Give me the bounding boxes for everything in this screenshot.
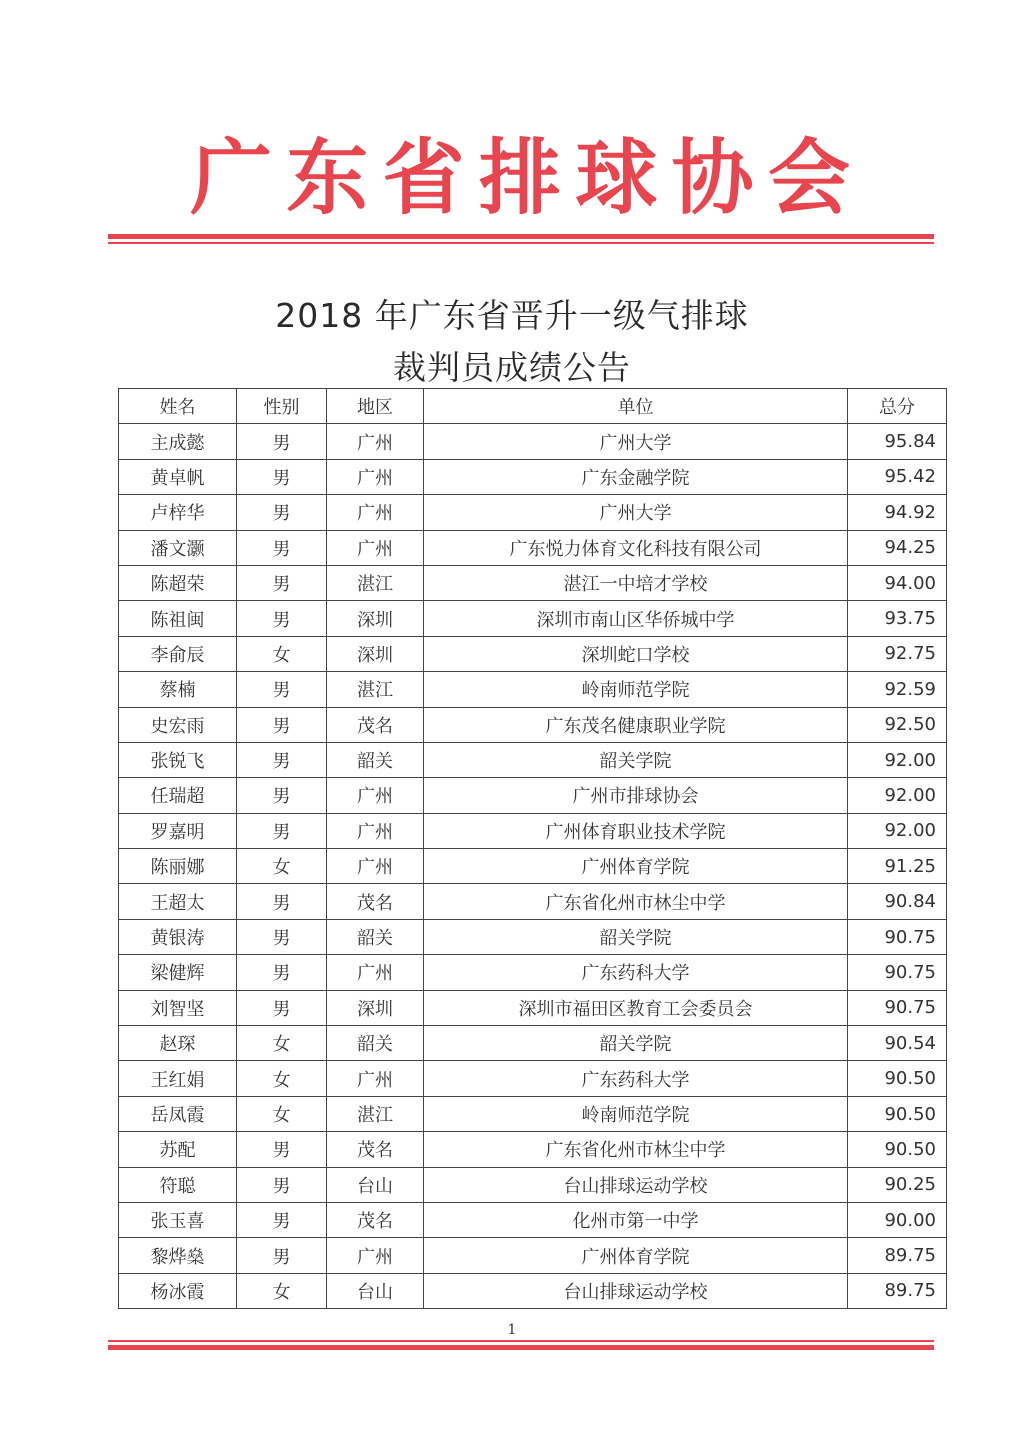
header-score: 总分 <box>848 389 947 424</box>
cell-score: 90.75 <box>848 990 947 1025</box>
cell-score: 92.00 <box>848 778 947 813</box>
cell-unit: 台山排球运动学校 <box>424 1273 848 1308</box>
cell-score: 93.75 <box>848 601 947 636</box>
cell-gender: 女 <box>237 1026 327 1061</box>
cell-score: 95.42 <box>848 459 947 494</box>
cell-unit: 广东金融学院 <box>424 459 848 494</box>
cell-unit: 深圳市福田区教育工会委员会 <box>424 990 848 1025</box>
table-header-row <box>119 389 947 424</box>
letterhead-char: 广 <box>190 130 273 226</box>
cell-region: 韶关 <box>327 1026 424 1061</box>
cell-gender: 男 <box>237 1238 327 1273</box>
cell-name: 王红娟 <box>119 1061 237 1096</box>
cell-name: 主成懿 <box>119 424 237 459</box>
cell-gender: 男 <box>237 707 327 742</box>
cell-name: 符聪 <box>119 1167 237 1202</box>
cell-region: 台山 <box>327 1167 424 1202</box>
cell-region: 韶关 <box>327 742 424 777</box>
cell-gender: 男 <box>237 990 327 1025</box>
cell-gender: 女 <box>237 849 327 884</box>
page-number: 1 <box>507 1322 517 1338</box>
cell-unit: 广州体育学院 <box>424 1238 848 1273</box>
cell-unit: 广州大学 <box>424 424 848 459</box>
cell-gender: 女 <box>237 1096 327 1131</box>
cell-unit: 深圳市南山区华侨城中学 <box>424 601 848 636</box>
table-row <box>119 1026 947 1061</box>
cell-gender: 男 <box>237 742 327 777</box>
cell-score: 89.75 <box>848 1273 947 1308</box>
cell-gender: 男 <box>237 778 327 813</box>
cell-gender: 女 <box>237 1273 327 1308</box>
cell-region: 广州 <box>327 424 424 459</box>
cell-unit: 广州体育职业技术学院 <box>424 813 848 848</box>
cell-score: 90.50 <box>848 1096 947 1131</box>
table-row <box>119 1132 947 1167</box>
cell-score: 94.00 <box>848 565 947 600</box>
cell-gender: 男 <box>237 919 327 954</box>
table-row <box>119 1167 947 1202</box>
cell-unit: 广州市排球协会 <box>424 778 848 813</box>
footer-rule-thin <box>108 1340 934 1342</box>
cell-score: 90.54 <box>848 1026 947 1061</box>
cell-gender: 男 <box>237 884 327 919</box>
cell-unit: 台山排球运动学校 <box>424 1167 848 1202</box>
cell-unit: 广东药科大学 <box>424 955 848 990</box>
cell-gender: 男 <box>237 672 327 707</box>
table-row <box>119 424 947 459</box>
cell-name: 李俞辰 <box>119 636 237 671</box>
cell-gender: 男 <box>237 1202 327 1237</box>
cell-score: 90.50 <box>848 1061 947 1096</box>
cell-region: 广州 <box>327 459 424 494</box>
cell-region: 茂名 <box>327 707 424 742</box>
cell-name: 陈祖闽 <box>119 601 237 636</box>
cell-gender: 女 <box>237 636 327 671</box>
cell-name: 王超太 <box>119 884 237 919</box>
cell-region: 深圳 <box>327 636 424 671</box>
letterhead-char: 东 <box>286 130 369 226</box>
cell-name: 张玉喜 <box>119 1202 237 1237</box>
table-row <box>119 1238 947 1273</box>
table-row <box>119 813 947 848</box>
letterhead-rule-thin <box>108 242 934 244</box>
cell-name: 陈超荣 <box>119 565 237 600</box>
table-row <box>119 919 947 954</box>
table-row <box>119 672 947 707</box>
cell-region: 韶关 <box>327 919 424 954</box>
cell-score: 90.84 <box>848 884 947 919</box>
cell-name: 罗嘉明 <box>119 813 237 848</box>
cell-score: 90.25 <box>848 1167 947 1202</box>
table-row <box>119 1273 947 1308</box>
cell-score: 92.50 <box>848 707 947 742</box>
cell-name: 杨冰霞 <box>119 1273 237 1308</box>
table-row <box>119 530 947 565</box>
cell-name: 任瑞超 <box>119 778 237 813</box>
notice-title-line2: 裁判员成绩公告 <box>393 348 631 387</box>
cell-score: 90.75 <box>848 955 947 990</box>
cell-name: 蔡楠 <box>119 672 237 707</box>
cell-gender: 男 <box>237 955 327 990</box>
cell-unit: 广州体育学院 <box>424 849 848 884</box>
cell-region: 广州 <box>327 495 424 530</box>
cell-region: 湛江 <box>327 1096 424 1131</box>
cell-gender: 男 <box>237 1167 327 1202</box>
cell-unit: 湛江一中培才学校 <box>424 565 848 600</box>
letterhead-char: 省 <box>382 130 465 226</box>
cell-unit: 岭南师范学院 <box>424 1096 848 1131</box>
cell-unit: 广东茂名健康职业学院 <box>424 707 848 742</box>
cell-gender: 男 <box>237 813 327 848</box>
cell-region: 台山 <box>327 1273 424 1308</box>
cell-score: 92.59 <box>848 672 947 707</box>
letterhead-char: 协 <box>671 130 754 226</box>
cell-score: 94.25 <box>848 530 947 565</box>
table-row <box>119 1202 947 1237</box>
cell-region: 深圳 <box>327 990 424 1025</box>
cell-unit: 韶关学院 <box>424 919 848 954</box>
letterhead-char: 球 <box>575 130 658 226</box>
cell-unit: 广州大学 <box>424 495 848 530</box>
cell-region: 广州 <box>327 813 424 848</box>
cell-name: 史宏雨 <box>119 707 237 742</box>
cell-gender: 男 <box>237 424 327 459</box>
cell-region: 广州 <box>327 955 424 990</box>
table-row <box>119 601 947 636</box>
cell-region: 湛江 <box>327 672 424 707</box>
notice-title-line1: 2018 年广东省晋升一级气排球 <box>275 296 749 335</box>
cell-score: 94.92 <box>848 495 947 530</box>
cell-name: 陈丽娜 <box>119 849 237 884</box>
cell-name: 黄卓帆 <box>119 459 237 494</box>
cell-region: 广州 <box>327 1238 424 1273</box>
cell-gender: 男 <box>237 530 327 565</box>
table-row <box>119 1061 947 1096</box>
table-row <box>119 565 947 600</box>
cell-gender: 男 <box>237 459 327 494</box>
cell-score: 90.00 <box>848 1202 947 1237</box>
table-body <box>119 424 947 1309</box>
cell-score: 90.50 <box>848 1132 947 1167</box>
table-row <box>119 495 947 530</box>
cell-score: 95.84 <box>848 424 947 459</box>
table-row <box>119 849 947 884</box>
cell-region: 广州 <box>327 849 424 884</box>
cell-region: 茂名 <box>327 884 424 919</box>
table-row <box>119 955 947 990</box>
cell-name: 黄银涛 <box>119 919 237 954</box>
cell-region: 广州 <box>327 1061 424 1096</box>
cell-name: 张锐飞 <box>119 742 237 777</box>
letterhead-rule-thick <box>108 234 934 239</box>
cell-unit: 韶关学院 <box>424 1026 848 1061</box>
cell-unit: 岭南师范学院 <box>424 672 848 707</box>
cell-score: 92.00 <box>848 742 947 777</box>
cell-name: 黎烨燊 <box>119 1238 237 1273</box>
table-row <box>119 884 947 919</box>
cell-score: 89.75 <box>848 1238 947 1273</box>
cell-region: 湛江 <box>327 565 424 600</box>
header-unit: 单位 <box>424 389 848 424</box>
table-row <box>119 778 947 813</box>
cell-name: 潘文灏 <box>119 530 237 565</box>
table-row <box>119 990 947 1025</box>
table-row <box>119 742 947 777</box>
cell-unit: 广东药科大学 <box>424 1061 848 1096</box>
table-row <box>119 459 947 494</box>
cell-score: 92.00 <box>848 813 947 848</box>
table-row <box>119 707 947 742</box>
footer-rule-thick <box>108 1345 934 1350</box>
cell-gender: 男 <box>237 495 327 530</box>
cell-unit: 化州市第一中学 <box>424 1202 848 1237</box>
cell-gender: 男 <box>237 565 327 600</box>
cell-name: 岳凤霞 <box>119 1096 237 1131</box>
cell-unit: 广东省化州市林尘中学 <box>424 1132 848 1167</box>
cell-unit: 广东省化州市林尘中学 <box>424 884 848 919</box>
cell-region: 深圳 <box>327 601 424 636</box>
cell-score: 91.25 <box>848 849 947 884</box>
letterhead-char: 会 <box>767 130 850 226</box>
table-row <box>119 636 947 671</box>
header-name: 姓名 <box>119 389 237 424</box>
cell-gender: 男 <box>237 1132 327 1167</box>
cell-score: 92.75 <box>848 636 947 671</box>
header-gender: 性别 <box>237 389 327 424</box>
cell-gender: 男 <box>237 601 327 636</box>
cell-name: 苏配 <box>119 1132 237 1167</box>
cell-name: 梁健辉 <box>119 955 237 990</box>
cell-region: 广州 <box>327 778 424 813</box>
letterhead-char: 排 <box>478 130 561 226</box>
scores-table <box>118 388 947 1309</box>
cell-gender: 女 <box>237 1061 327 1096</box>
cell-name: 刘智坚 <box>119 990 237 1025</box>
table-row <box>119 1096 947 1131</box>
cell-region: 广州 <box>327 530 424 565</box>
cell-unit: 韶关学院 <box>424 742 848 777</box>
letterhead-title <box>190 128 850 228</box>
cell-unit: 深圳蛇口学校 <box>424 636 848 671</box>
cell-name: 卢梓华 <box>119 495 237 530</box>
cell-score: 90.75 <box>848 919 947 954</box>
cell-region: 茂名 <box>327 1132 424 1167</box>
cell-name: 赵琛 <box>119 1026 237 1061</box>
cell-unit: 广东悦力体育文化科技有限公司 <box>424 530 848 565</box>
cell-region: 茂名 <box>327 1202 424 1237</box>
header-region: 地区 <box>327 389 424 424</box>
